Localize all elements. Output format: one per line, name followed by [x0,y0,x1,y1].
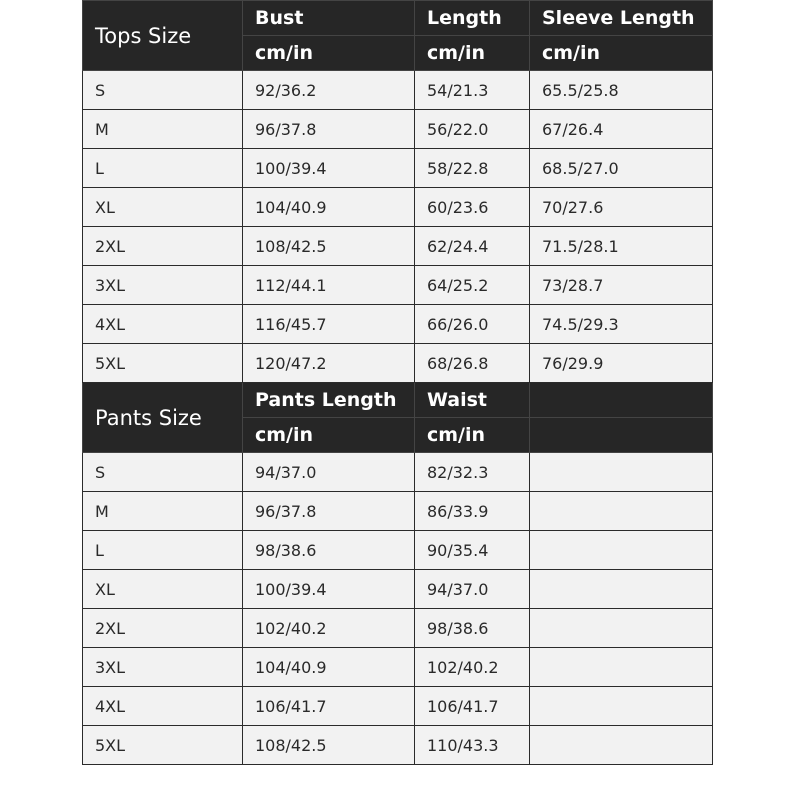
measurement-cell: 110/43.3 [415,726,530,765]
measurement-cell: 94/37.0 [243,453,415,492]
table-row [83,188,713,227]
measurement-cell: 108/42.5 [243,227,415,266]
measurement-cell: 112/44.1 [243,266,415,305]
tops-body [83,71,713,383]
size-label: S [83,453,243,492]
pants-col-empty [530,383,713,418]
measurement-cell: 60/23.6 [415,188,530,227]
table-row [83,110,713,149]
measurement-cell: 116/45.7 [243,305,415,344]
measurement-cell: 56/22.0 [415,110,530,149]
pants-col-waist: Waist [415,383,530,418]
measurement-cell: 92/36.2 [243,71,415,110]
tops-col-length: Length [415,1,530,36]
tops-unit-sleeve-length: cm/in [530,36,713,71]
empty-cell [530,726,713,765]
size-label: 2XL [83,609,243,648]
empty-cell [530,687,713,726]
table-row [83,648,713,687]
measurement-cell: 65.5/25.8 [530,71,713,110]
tops-unit-bust: cm/in [243,36,415,71]
table-row [83,531,713,570]
measurement-cell: 54/21.3 [415,71,530,110]
size-label: 3XL [83,648,243,687]
measurement-cell: 102/40.2 [415,648,530,687]
size-chart [82,0,712,765]
pants-header-row [83,383,713,418]
size-label: M [83,492,243,531]
measurement-cell: 66/26.0 [415,305,530,344]
measurement-cell: 102/40.2 [243,609,415,648]
empty-cell [530,648,713,687]
measurement-cell: 68/26.8 [415,344,530,383]
size-chart-table [82,0,713,765]
tops-col-bust: Bust [243,1,415,36]
measurement-cell: 70/27.6 [530,188,713,227]
size-label: M [83,110,243,149]
measurement-cell: 100/39.4 [243,570,415,609]
measurement-cell: 71.5/28.1 [530,227,713,266]
empty-cell [530,531,713,570]
measurement-cell: 73/28.7 [530,266,713,305]
size-label: 4XL [83,305,243,344]
measurement-cell: 98/38.6 [415,609,530,648]
measurement-cell: 82/32.3 [415,453,530,492]
measurement-cell: 94/37.0 [415,570,530,609]
tops-header-row [83,1,713,36]
empty-cell [530,570,713,609]
pants-body [83,453,713,765]
table-row [83,453,713,492]
table-row [83,344,713,383]
measurement-cell: 90/35.4 [415,531,530,570]
table-row [83,71,713,110]
measurement-cell: 96/37.8 [243,492,415,531]
pants-size-title: Pants Size [83,383,243,453]
table-row [83,570,713,609]
table-row [83,726,713,765]
measurement-cell: 86/33.9 [415,492,530,531]
size-label: XL [83,188,243,227]
measurement-cell: 106/41.7 [243,687,415,726]
measurement-cell: 58/22.8 [415,149,530,188]
measurement-cell: 104/40.9 [243,188,415,227]
empty-cell [530,609,713,648]
measurement-cell: 74.5/29.3 [530,305,713,344]
size-label: S [83,71,243,110]
empty-cell [530,453,713,492]
pants-unit-pants-length: cm/in [243,418,415,453]
size-label: L [83,531,243,570]
pants-unit-waist: cm/in [415,418,530,453]
table-row [83,609,713,648]
size-label: 4XL [83,687,243,726]
tops-unit-length: cm/in [415,36,530,71]
table-row [83,149,713,188]
tops-col-sleeve-length: Sleeve Length [530,1,713,36]
tops-size-title: Tops Size [83,1,243,71]
measurement-cell: 96/37.8 [243,110,415,149]
measurement-cell: 68.5/27.0 [530,149,713,188]
table-row [83,492,713,531]
size-label: L [83,149,243,188]
size-label: XL [83,570,243,609]
table-row [83,687,713,726]
measurement-cell: 62/24.4 [415,227,530,266]
measurement-cell: 106/41.7 [415,687,530,726]
measurement-cell: 100/39.4 [243,149,415,188]
measurement-cell: 98/38.6 [243,531,415,570]
size-label: 5XL [83,344,243,383]
pants-unit-empty [530,418,713,453]
measurement-cell: 104/40.9 [243,648,415,687]
table-row [83,227,713,266]
measurement-cell: 64/25.2 [415,266,530,305]
measurement-cell: 108/42.5 [243,726,415,765]
pants-col-pants-length: Pants Length [243,383,415,418]
measurement-cell: 67/26.4 [530,110,713,149]
table-row [83,305,713,344]
table-row [83,266,713,305]
empty-cell [530,492,713,531]
measurement-cell: 76/29.9 [530,344,713,383]
size-label: 2XL [83,227,243,266]
measurement-cell: 120/47.2 [243,344,415,383]
size-label: 5XL [83,726,243,765]
size-label: 3XL [83,266,243,305]
